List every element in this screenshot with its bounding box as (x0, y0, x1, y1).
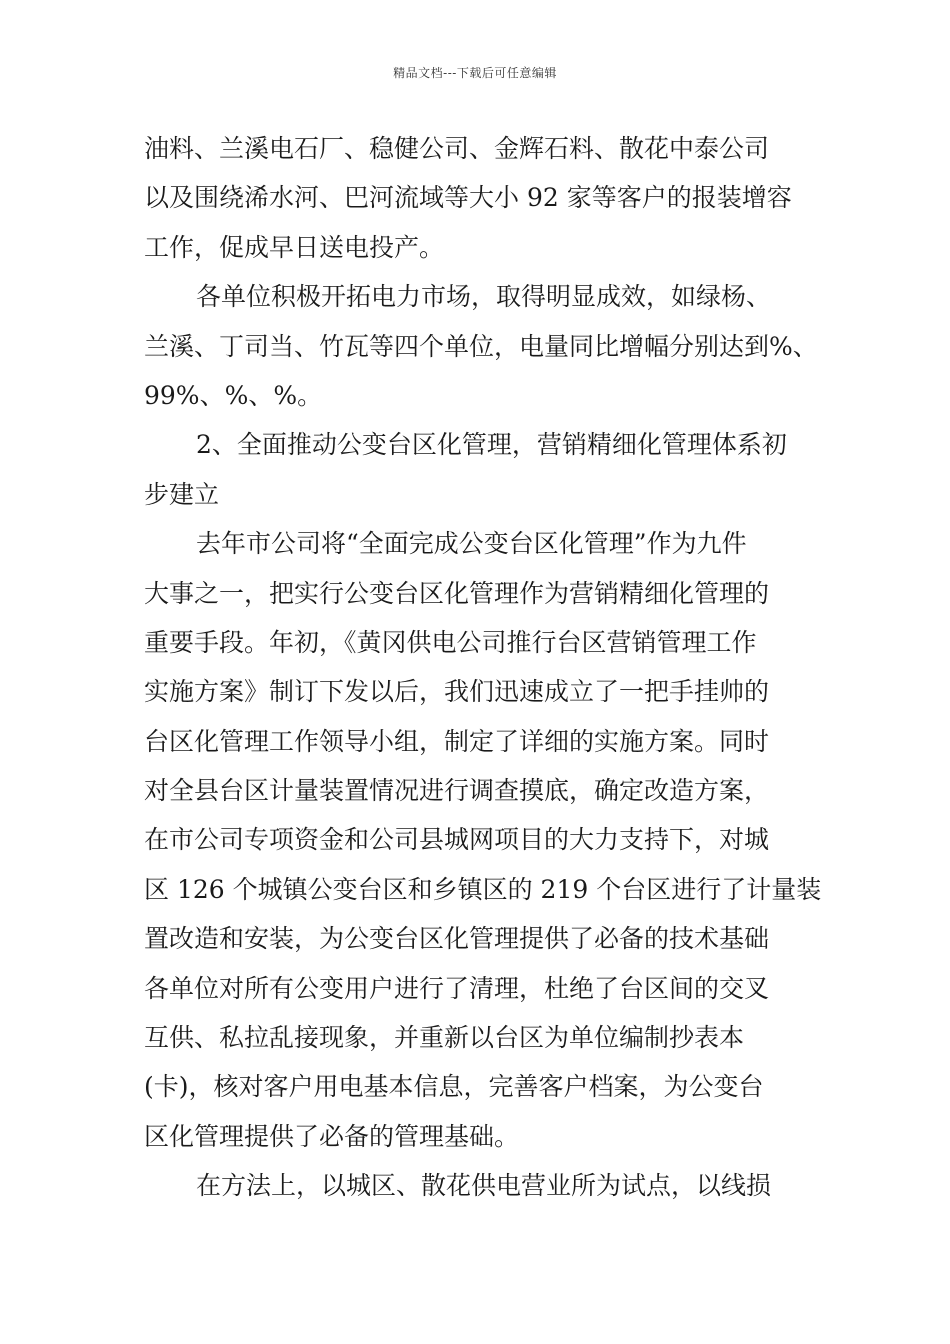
text-line: 去年市公司将“全面完成公变台区化管理”作为九件 (196, 529, 747, 559)
text-line: 各单位对所有公变用户进行了清理，杜绝了台区间的交叉 (144, 973, 770, 1003)
text-line: 实施方案》制订下发以后，我们迅速成立了一把手挂帅的 (144, 677, 770, 707)
text-line: 台区化管理工作领导小组，制定了详细的实施方案。同时 (144, 726, 770, 756)
text-line: 在市公司专项资金和公司县城网项目的大力支持下，对城 (144, 825, 770, 855)
text-line: 兰溪、丁司当、竹瓦等四个单位，电量同比增幅分别达到%、 (144, 331, 818, 361)
text-line: 油料、兰溪电石厂、稳健公司、金辉石料、散花中泰公司 (144, 134, 770, 163)
text-line: 区化管理提供了必备的管理基础。 (144, 1121, 520, 1151)
text-line: 各单位积极开拓电力市场，取得明显成效，如绿杨、 (196, 282, 772, 312)
page-header: 精品文档---下载后可任意编辑 (393, 66, 557, 80)
text-line: (卡)，核对客户用电基本信息，完善客户档案，为公变台 (144, 1072, 764, 1102)
text-line: 步建立 (144, 479, 220, 509)
document-body (144, 124, 822, 1211)
text-line: 互供、私拉乱接现象，并重新以台区为单位编制抄表本 (144, 1023, 745, 1053)
text-line: 在方法上，以城区、散花供电营业所为试点，以线损 (196, 1171, 772, 1201)
text-line: 区 126 个城镇公变台区和乡镇区的 219 个台区进行了计量装 (144, 874, 822, 904)
text-line: 重要手段。年初，《黄冈供电公司推行台区营销管理工作 (144, 627, 757, 657)
text-line: 以及围绕浠水河、巴河流域等大小 92 家等客户的报装增容 (144, 183, 792, 213)
text-line: 工作，促成早日送电投产。 (144, 232, 445, 262)
text-line: 99%、%、%。 (144, 380, 323, 410)
text-line: 置改造和安装，为公变台区化管理提供了必备的技术基础 (144, 924, 770, 954)
text-line: 对全县台区计量装置情况进行调查摸底，确定改造方案， (144, 776, 770, 806)
text-line: 大事之一，把实行公变台区化管理作为营销精细化管理的 (144, 578, 770, 608)
text-line: 2、全面推动公变台区化管理，营销精细化管理体系初 (196, 430, 787, 460)
